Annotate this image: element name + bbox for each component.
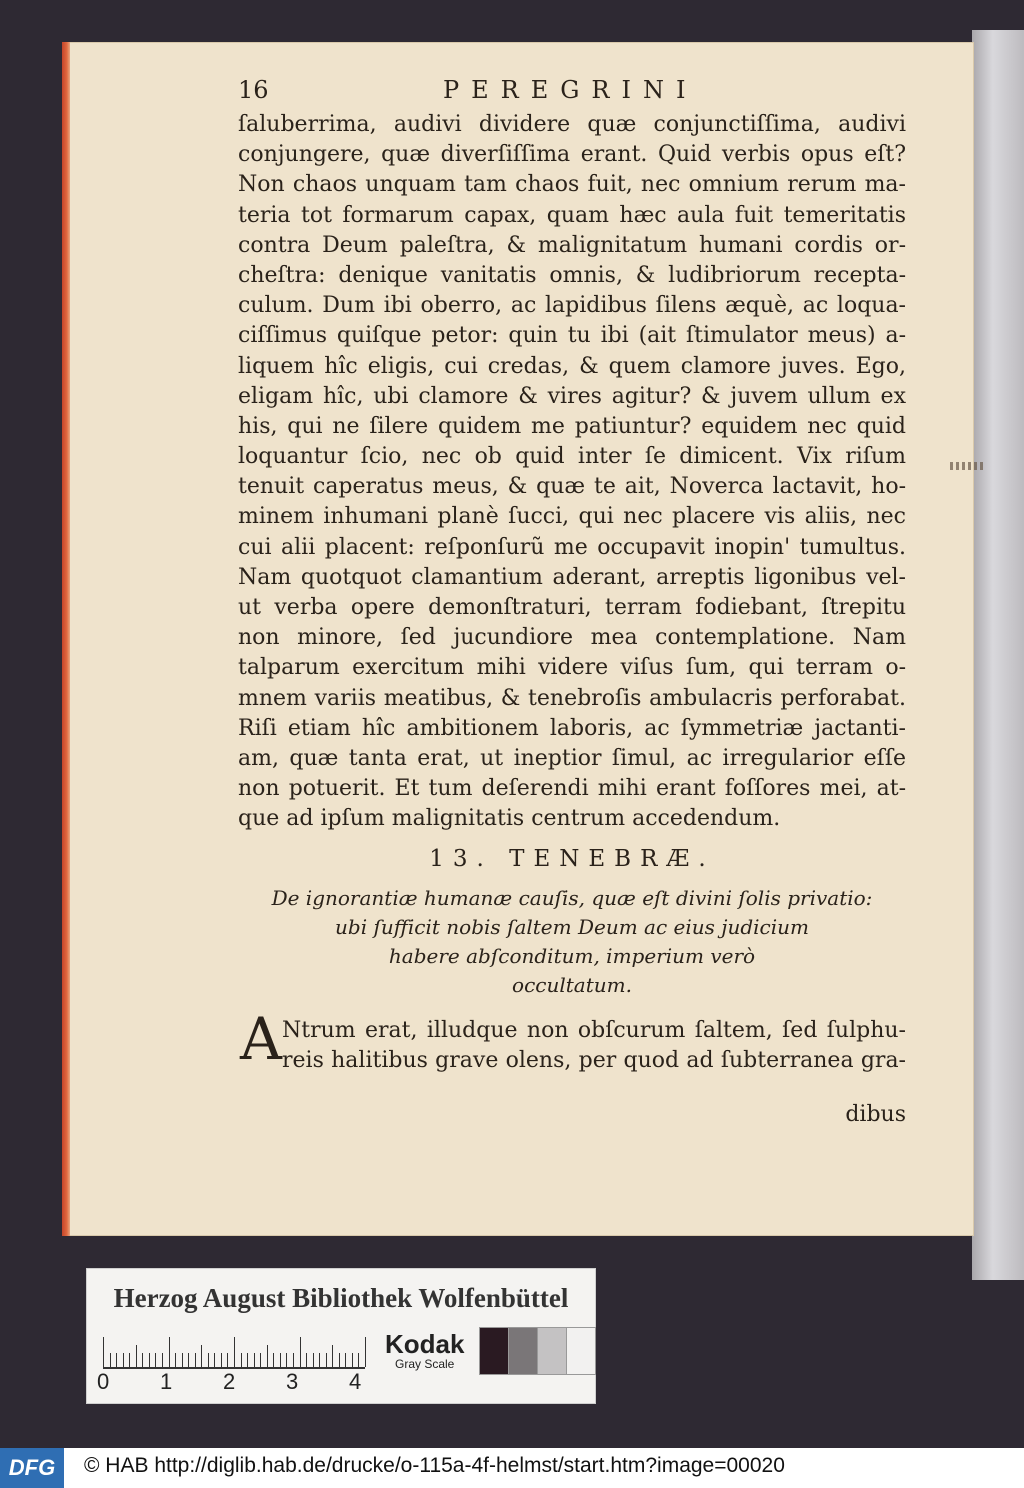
ruler-tick bbox=[162, 1353, 163, 1367]
ruler-tick bbox=[286, 1353, 287, 1367]
ruler-tick bbox=[110, 1353, 111, 1367]
chapter-summary bbox=[238, 884, 906, 1000]
ruler-numbers bbox=[97, 1369, 377, 1395]
ruler-tick bbox=[345, 1353, 346, 1367]
text-line: conjungere, quæ diverſiſſima erant. Quid verbis opus eſt? bbox=[238, 142, 906, 168]
ruler-tick bbox=[306, 1353, 307, 1367]
ruler-tick bbox=[267, 1345, 268, 1367]
opening-line: reis halitibus grave olens, per quod ad ſubterranea gra- bbox=[282, 1048, 906, 1073]
ruler-tick bbox=[123, 1353, 124, 1367]
text-line: Non chaos unquam tam chaos fuit, nec omnium rerum ma- bbox=[238, 172, 906, 198]
chapter-heading: 13. TENEBRÆ. bbox=[429, 846, 715, 872]
ruler-tick bbox=[300, 1337, 301, 1367]
ruler-tick bbox=[136, 1345, 137, 1367]
text-line: ciſſimus quiſque petor: quin tu ibi (ait ſtimulator meus) a- bbox=[238, 323, 906, 349]
ruler-tick bbox=[254, 1353, 255, 1367]
gray-swatch bbox=[537, 1327, 567, 1375]
text-line: contra Deum paleſtra, & malignitatum humani cordis or- bbox=[238, 232, 906, 258]
ruler-number: 2 bbox=[223, 1369, 236, 1394]
ruler-tick bbox=[365, 1337, 366, 1367]
drop-cap: A bbox=[240, 1005, 282, 1073]
ruler-tick bbox=[221, 1353, 222, 1367]
ruler-tick bbox=[352, 1353, 353, 1367]
text-line: Riſi etiam hîc ambitionem laboris, ac ſymmetriæ jactanti- bbox=[238, 715, 906, 741]
text-line: loquantur ſcio, nec ob quid inter ſe dimicent. Vix riſum bbox=[238, 444, 906, 470]
opening-line: Ntrum erat, illudque non obſcurum ſaltem, ſed ſulphu- bbox=[282, 1018, 906, 1043]
ruler-tick bbox=[201, 1345, 202, 1367]
ruler-tick bbox=[241, 1353, 242, 1367]
text-line: mnem variis meatibus, & tenebroſis ambulacris perforabat. bbox=[238, 685, 906, 711]
footer-bar bbox=[0, 1448, 1024, 1488]
ruler-number: 1 bbox=[160, 1369, 173, 1394]
ruler-tick bbox=[208, 1353, 209, 1367]
ruler-tick bbox=[195, 1353, 196, 1367]
text-line: non potuerit. Et tum deſerendi mihi erant foſſores mei, at- bbox=[238, 776, 906, 802]
ruler-tick bbox=[129, 1353, 130, 1367]
ruler-number: 3 bbox=[286, 1369, 299, 1394]
running-head bbox=[238, 76, 906, 108]
text-line: ut verba opere demonſtraturi, terram fodiebant, ſtrepitu bbox=[238, 595, 906, 620]
ruler-tick bbox=[149, 1353, 150, 1367]
ruler-number: 4 bbox=[349, 1369, 362, 1394]
ruler-tick bbox=[280, 1353, 281, 1367]
adjacent-page-edge bbox=[972, 30, 1024, 1280]
gray-swatch bbox=[508, 1327, 538, 1375]
ruler-tick bbox=[142, 1353, 143, 1367]
text-line: liquem hîc eligis, cui credas, & quem clamore juves. Ego, bbox=[238, 353, 906, 379]
ruler-tick bbox=[214, 1353, 215, 1367]
ruler-tick bbox=[103, 1337, 104, 1367]
dfg-logo: DFG bbox=[0, 1448, 64, 1488]
text-line: am, quæ tanta erat, ut ineptior ſimul, ac irregularior eſſe bbox=[238, 745, 906, 771]
ruler-tick bbox=[182, 1353, 183, 1367]
text-line: non minore, ſed jucundiore mea contemplatione. Nam bbox=[238, 625, 906, 651]
body-text bbox=[238, 110, 906, 835]
catchword: dibus bbox=[845, 1102, 906, 1127]
text-line: ſaluberrima, audivi dividere quæ conjunctiſſima, audivi bbox=[238, 112, 906, 137]
page-number: 16 bbox=[238, 76, 269, 104]
text-line: talparum exercitum mihi videre viſus ſum, qui terram o- bbox=[238, 655, 906, 681]
ruler-tick bbox=[247, 1353, 248, 1367]
footer-copyright-link[interactable]: © HAB http://diglib.hab.de/drucke/o-115a-4f-helmst/start.htm?image=00020 bbox=[84, 1454, 785, 1477]
kodak-subtitle: Gray Scale bbox=[395, 1357, 455, 1371]
ruler-tick bbox=[358, 1353, 359, 1367]
ruler-tick bbox=[169, 1337, 170, 1367]
ruler-tick bbox=[260, 1353, 261, 1367]
library-name: Herzog August Bibliothek Wolfenbüttel bbox=[113, 1283, 569, 1313]
text-line: teria tot formarum capax, quam hæc aula fuit temeritatis bbox=[238, 202, 906, 228]
opening-paragraph bbox=[238, 1005, 906, 1076]
summary-line: habere abſconditum, imperium verò bbox=[388, 944, 756, 968]
margin-mark bbox=[950, 462, 984, 470]
ruler-tick bbox=[175, 1353, 176, 1367]
text-line: que ad ipſum malignitatis centrum accedendum. bbox=[238, 806, 781, 832]
text-line: cheſtra: denique vanitatis omnis, & ludibriorum recepta- bbox=[238, 262, 906, 288]
ruler-tick bbox=[116, 1353, 117, 1367]
ruler-tick bbox=[273, 1353, 274, 1367]
ruler-tick bbox=[313, 1353, 314, 1367]
summary-line: occultatum. bbox=[512, 973, 632, 997]
running-title: PEREGRINI bbox=[443, 76, 698, 104]
ruler-tick bbox=[188, 1353, 189, 1367]
color-calibration-bar bbox=[86, 1268, 596, 1404]
ruler-tick bbox=[319, 1353, 320, 1367]
ruler-tick bbox=[326, 1353, 327, 1367]
gray-swatch bbox=[479, 1327, 509, 1375]
text-line: minem inhumani planè ſucci, qui nec placere vis aliis, nec bbox=[238, 504, 906, 530]
text-line: tenuit caperatus meus, & quæ te ait, Noverca lactavit, ho- bbox=[238, 474, 906, 500]
text-line: eligam hîc, ubi clamore & vires agitur? & juvem ullum ex bbox=[238, 383, 906, 409]
text-line: cui alii placent: reſponſurũ me occupavit inopin' tumultus. bbox=[238, 534, 906, 560]
red-page-edge bbox=[62, 42, 70, 1236]
ruler-tick bbox=[227, 1353, 228, 1367]
ruler-number: 0 bbox=[97, 1369, 110, 1394]
summary-line: De ignorantiæ humanæ cauſis, quæ eſt divini ſolis privatio: bbox=[271, 886, 873, 910]
kodak-brand: Kodak bbox=[385, 1329, 465, 1359]
ruler-scale bbox=[103, 1333, 365, 1369]
gray-swatch bbox=[566, 1327, 596, 1375]
ruler-tick bbox=[339, 1353, 340, 1367]
ruler-tick bbox=[332, 1345, 333, 1367]
ruler-tick bbox=[155, 1353, 156, 1367]
ruler-tick bbox=[293, 1353, 294, 1367]
ruler-tick bbox=[234, 1337, 235, 1367]
text-line: culum. Dum ibi oberro, ac lapidibus ſilens æquè, ac loqua- bbox=[238, 293, 906, 319]
text-line: Nam quotquot clamantium aderant, arreptis ligonibus vel- bbox=[238, 564, 906, 590]
summary-line: ubi ſufficit nobis ſaltem Deum ac eius judicium bbox=[335, 915, 809, 939]
text-line: his, qui ne ſilere quidem me patiuntur? equidem nec quid bbox=[238, 413, 906, 439]
